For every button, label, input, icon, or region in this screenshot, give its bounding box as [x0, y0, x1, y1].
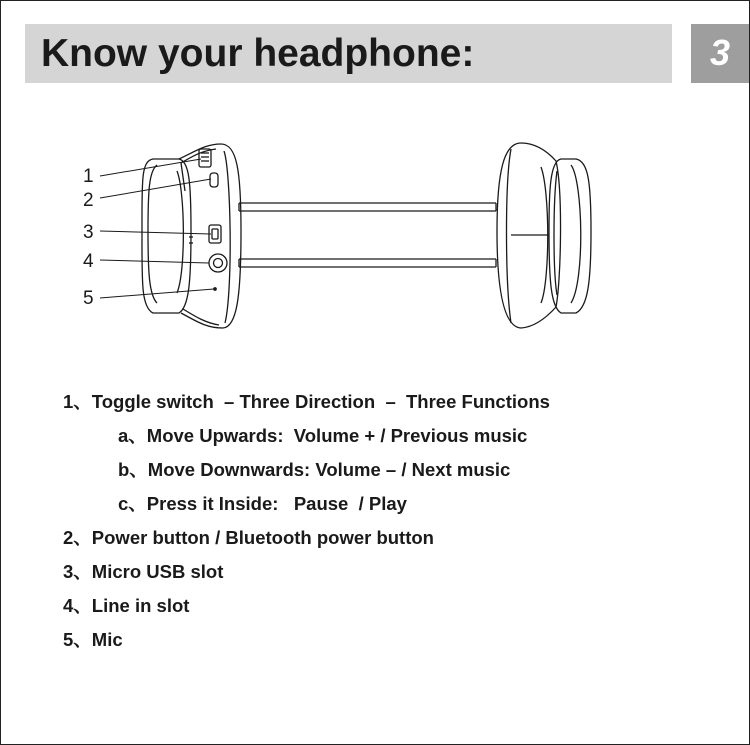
list-item-press-inside: c、Press it Inside: Pause / Play: [118, 493, 407, 514]
callout-lines: [100, 159, 214, 298]
callout-2: 2: [83, 190, 94, 211]
list-item-move-upwards: a、Move Upwards: Volume + / Previous music: [118, 425, 528, 446]
page-number: 3: [709, 32, 731, 73]
right-earcup: [497, 143, 591, 328]
list-item-power-button: 2、Power button / Bluetooth power button: [63, 527, 434, 548]
list-item-toggle-switch: 1、Toggle switch – Three Direction – Three Functions: [63, 391, 550, 412]
headband: [239, 203, 496, 267]
callout-5: 5: [83, 288, 94, 309]
list-item-line-in: 4、Line in slot: [63, 595, 190, 616]
callout-1: 1: [83, 166, 94, 187]
page-number-box: [691, 24, 750, 83]
list-item-mic: 5、Mic: [63, 629, 123, 650]
title-bar: [25, 24, 672, 83]
callout-3: 3: [83, 222, 94, 243]
list-item-micro-usb: 3、Micro USB slot: [63, 561, 224, 582]
left-earcup: [142, 144, 241, 328]
list-item-move-downwards: b、Move Downwards: Volume – / Next music: [118, 459, 511, 480]
page-title: Know your headphone:: [41, 32, 475, 75]
headphone-diagram: [1, 131, 750, 341]
callout-4: 4: [83, 251, 94, 272]
